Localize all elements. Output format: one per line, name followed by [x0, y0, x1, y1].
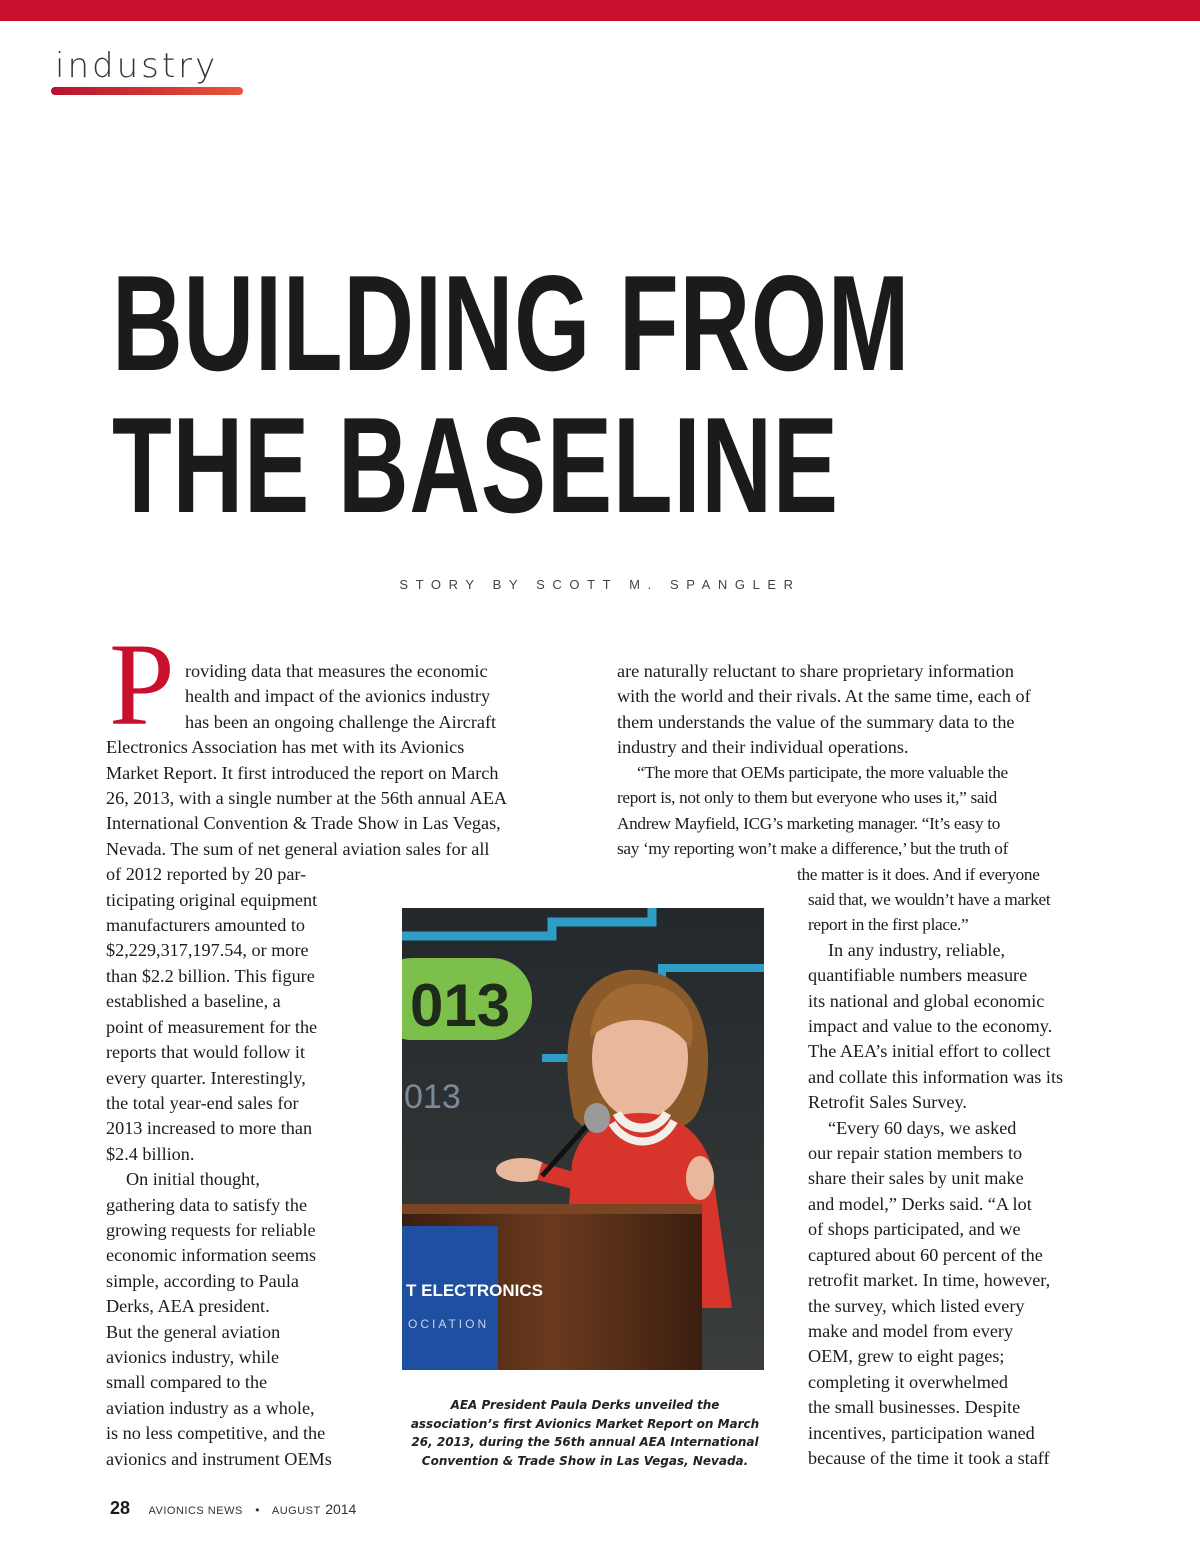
text-line: report in the first place.” [808, 915, 969, 935]
text-line: the small businesses. Despite [808, 1397, 1021, 1418]
text-line: The AEA’s initial effort to collect [808, 1041, 1051, 1062]
page-footer [110, 1498, 356, 1519]
pull-quote-mayfield [617, 760, 1008, 862]
text-line: 2013 increased to more than [106, 1118, 313, 1139]
podium-sign-line-2: OCIATION [408, 1317, 490, 1331]
text-line: 26, 2013, with a single number at the 56th annual AEA [106, 788, 508, 809]
text-line: has been an ongoing challenge the Aircraft [185, 711, 497, 732]
column-2 [617, 659, 1031, 761]
text-line: aviation industry as a whole, [106, 1397, 315, 1418]
text-line: said that, we wouldn’t have a market [808, 890, 1051, 909]
title-line: THE BASELINE [112, 389, 839, 541]
text-line: OEM, grew to eight pages; [808, 1346, 1005, 1367]
text-line: with the world and their rivals. At the same time, each of [617, 686, 1031, 707]
text-line: impact and value to the economy. [808, 1016, 1053, 1037]
caption-line: Convention & Trade Show in Las Vegas, Nevada. [421, 1453, 749, 1468]
podium-sign-line-1: T ELECTRONICS [406, 1281, 543, 1300]
section-underline [51, 87, 243, 95]
column-3 [808, 887, 1063, 1471]
section-label: industry [55, 46, 219, 86]
text-line: because of the time it took a staff [808, 1447, 1050, 1468]
text-line: Market Report. It first introduced the report on March [106, 762, 499, 783]
photo-illustration [402, 908, 764, 1370]
drop-cap: P [109, 619, 175, 750]
text-line: and collate this information was its [808, 1066, 1064, 1087]
text-line: $2.4 billion. [106, 1143, 195, 1164]
text-line: captured about 60 percent of the [808, 1244, 1043, 1265]
text-line: avionics industry, while [106, 1346, 280, 1367]
caption-line: 26, 2013, during the 56th annual AEA International [411, 1435, 759, 1450]
text-line: quantifiable numbers measure [808, 965, 1028, 986]
article-title [112, 247, 911, 541]
text-line: than $2.2 billion. This figure [106, 965, 315, 986]
text-line: ticipating original equipment [106, 889, 318, 910]
issue-month: AUGUST [271, 1505, 321, 1517]
top-accent-bar [0, 0, 1200, 21]
quote-continuation [797, 862, 1040, 887]
text-line: of shops participated, and we [808, 1219, 1021, 1240]
screen-year: 013 [410, 972, 511, 1039]
text-line: small compared to the [106, 1372, 268, 1393]
text-line: and model,” Derks said. “A lot [808, 1193, 1032, 1214]
text-line: every quarter. Interestingly, [106, 1067, 306, 1088]
text-line: avionics and instrument OEMs [106, 1448, 332, 1469]
text-line: retrofit market. In time, however, [808, 1270, 1051, 1291]
text-line: Derks, AEA president. [106, 1296, 270, 1317]
text-line: is no less competitive, and the [106, 1423, 326, 1444]
text-line: completing it overwhelmed [808, 1371, 1009, 1392]
text-line: But the general aviation [106, 1321, 281, 1342]
text-line: say ‘my reporting won’t make a difference,’ but the truth of [617, 839, 1009, 859]
text-line: Andrew Mayfield, ICG’s marketing manager. “It’s easy to [617, 813, 1000, 833]
text-line: our repair station members to [808, 1143, 1023, 1164]
text-line: “The more that OEMs participate, the more valuable the [637, 763, 1008, 782]
text-line: $2,229,317,197.54, or more [106, 940, 309, 961]
issue-year: 2014 [325, 1501, 357, 1517]
text-line: International Convention & Trade Show in Las Vegas, [106, 813, 501, 834]
text-line: are naturally reluctant to share proprietary information [617, 661, 1014, 681]
text-line: share their sales by unit make [808, 1168, 1024, 1189]
text-line: simple, according to Paula [106, 1270, 299, 1291]
byline: STORY BY SCOTT M. SPANGLER [399, 577, 801, 592]
text-line: Nevada. The sum of net general aviation sales for all [106, 838, 490, 859]
caption-line: AEA President Paula Derks unveiled the [450, 1398, 720, 1412]
text-line: incentives, participation waned [808, 1422, 1035, 1443]
publication-name: AVIONICS NEWS [148, 1505, 243, 1517]
text-line: Retrofit Sales Survey. [808, 1092, 967, 1113]
text-line: manufacturers amounted to [106, 915, 305, 936]
text-line: the survey, which listed every [808, 1295, 1025, 1316]
text-line: On initial thought, [126, 1169, 260, 1190]
text-line: “Every 60 days, we asked [828, 1117, 1017, 1138]
text-line: gathering data to satisfy the [106, 1194, 308, 1215]
text-line: its national and global economic [808, 990, 1045, 1011]
screen-year-small: 013 [404, 1078, 461, 1116]
text-line: the total year-end sales for [106, 1092, 299, 1113]
text-line: growing requests for reliable [106, 1219, 316, 1240]
text-line: of 2012 reported by 20 par- [106, 864, 307, 885]
text-line: point of measurement for the [106, 1016, 318, 1037]
text-line: established a baseline, a [106, 991, 281, 1012]
caption-line: association’s first Avionics Market Report on March [410, 1416, 760, 1431]
text-line: report is, not only to them but everyone who uses it,” said [617, 788, 997, 808]
text-line: industry and their individual operations. [617, 737, 909, 758]
photo-caption [404, 1396, 766, 1470]
text-line: the matter is it does. And if everyone [797, 865, 1040, 884]
text-line: roviding data that measures the economic [185, 661, 488, 681]
title-line: BUILDING FROM [112, 247, 911, 399]
text-line: Electronics Association has met with its Avionics [106, 737, 465, 758]
text-line: economic information seems [106, 1245, 317, 1266]
text-line: reports that would follow it [106, 1042, 306, 1063]
article-photo [402, 908, 764, 1370]
page-number: 28 [110, 1498, 131, 1518]
footer-separator: • [255, 1503, 260, 1517]
text-line: make and model from every [808, 1320, 1014, 1341]
text-line: In any industry, reliable, [828, 939, 1006, 960]
text-line: them understands the value of the summary data to the [617, 711, 1015, 732]
text-line: health and impact of the avionics industry [185, 686, 491, 707]
